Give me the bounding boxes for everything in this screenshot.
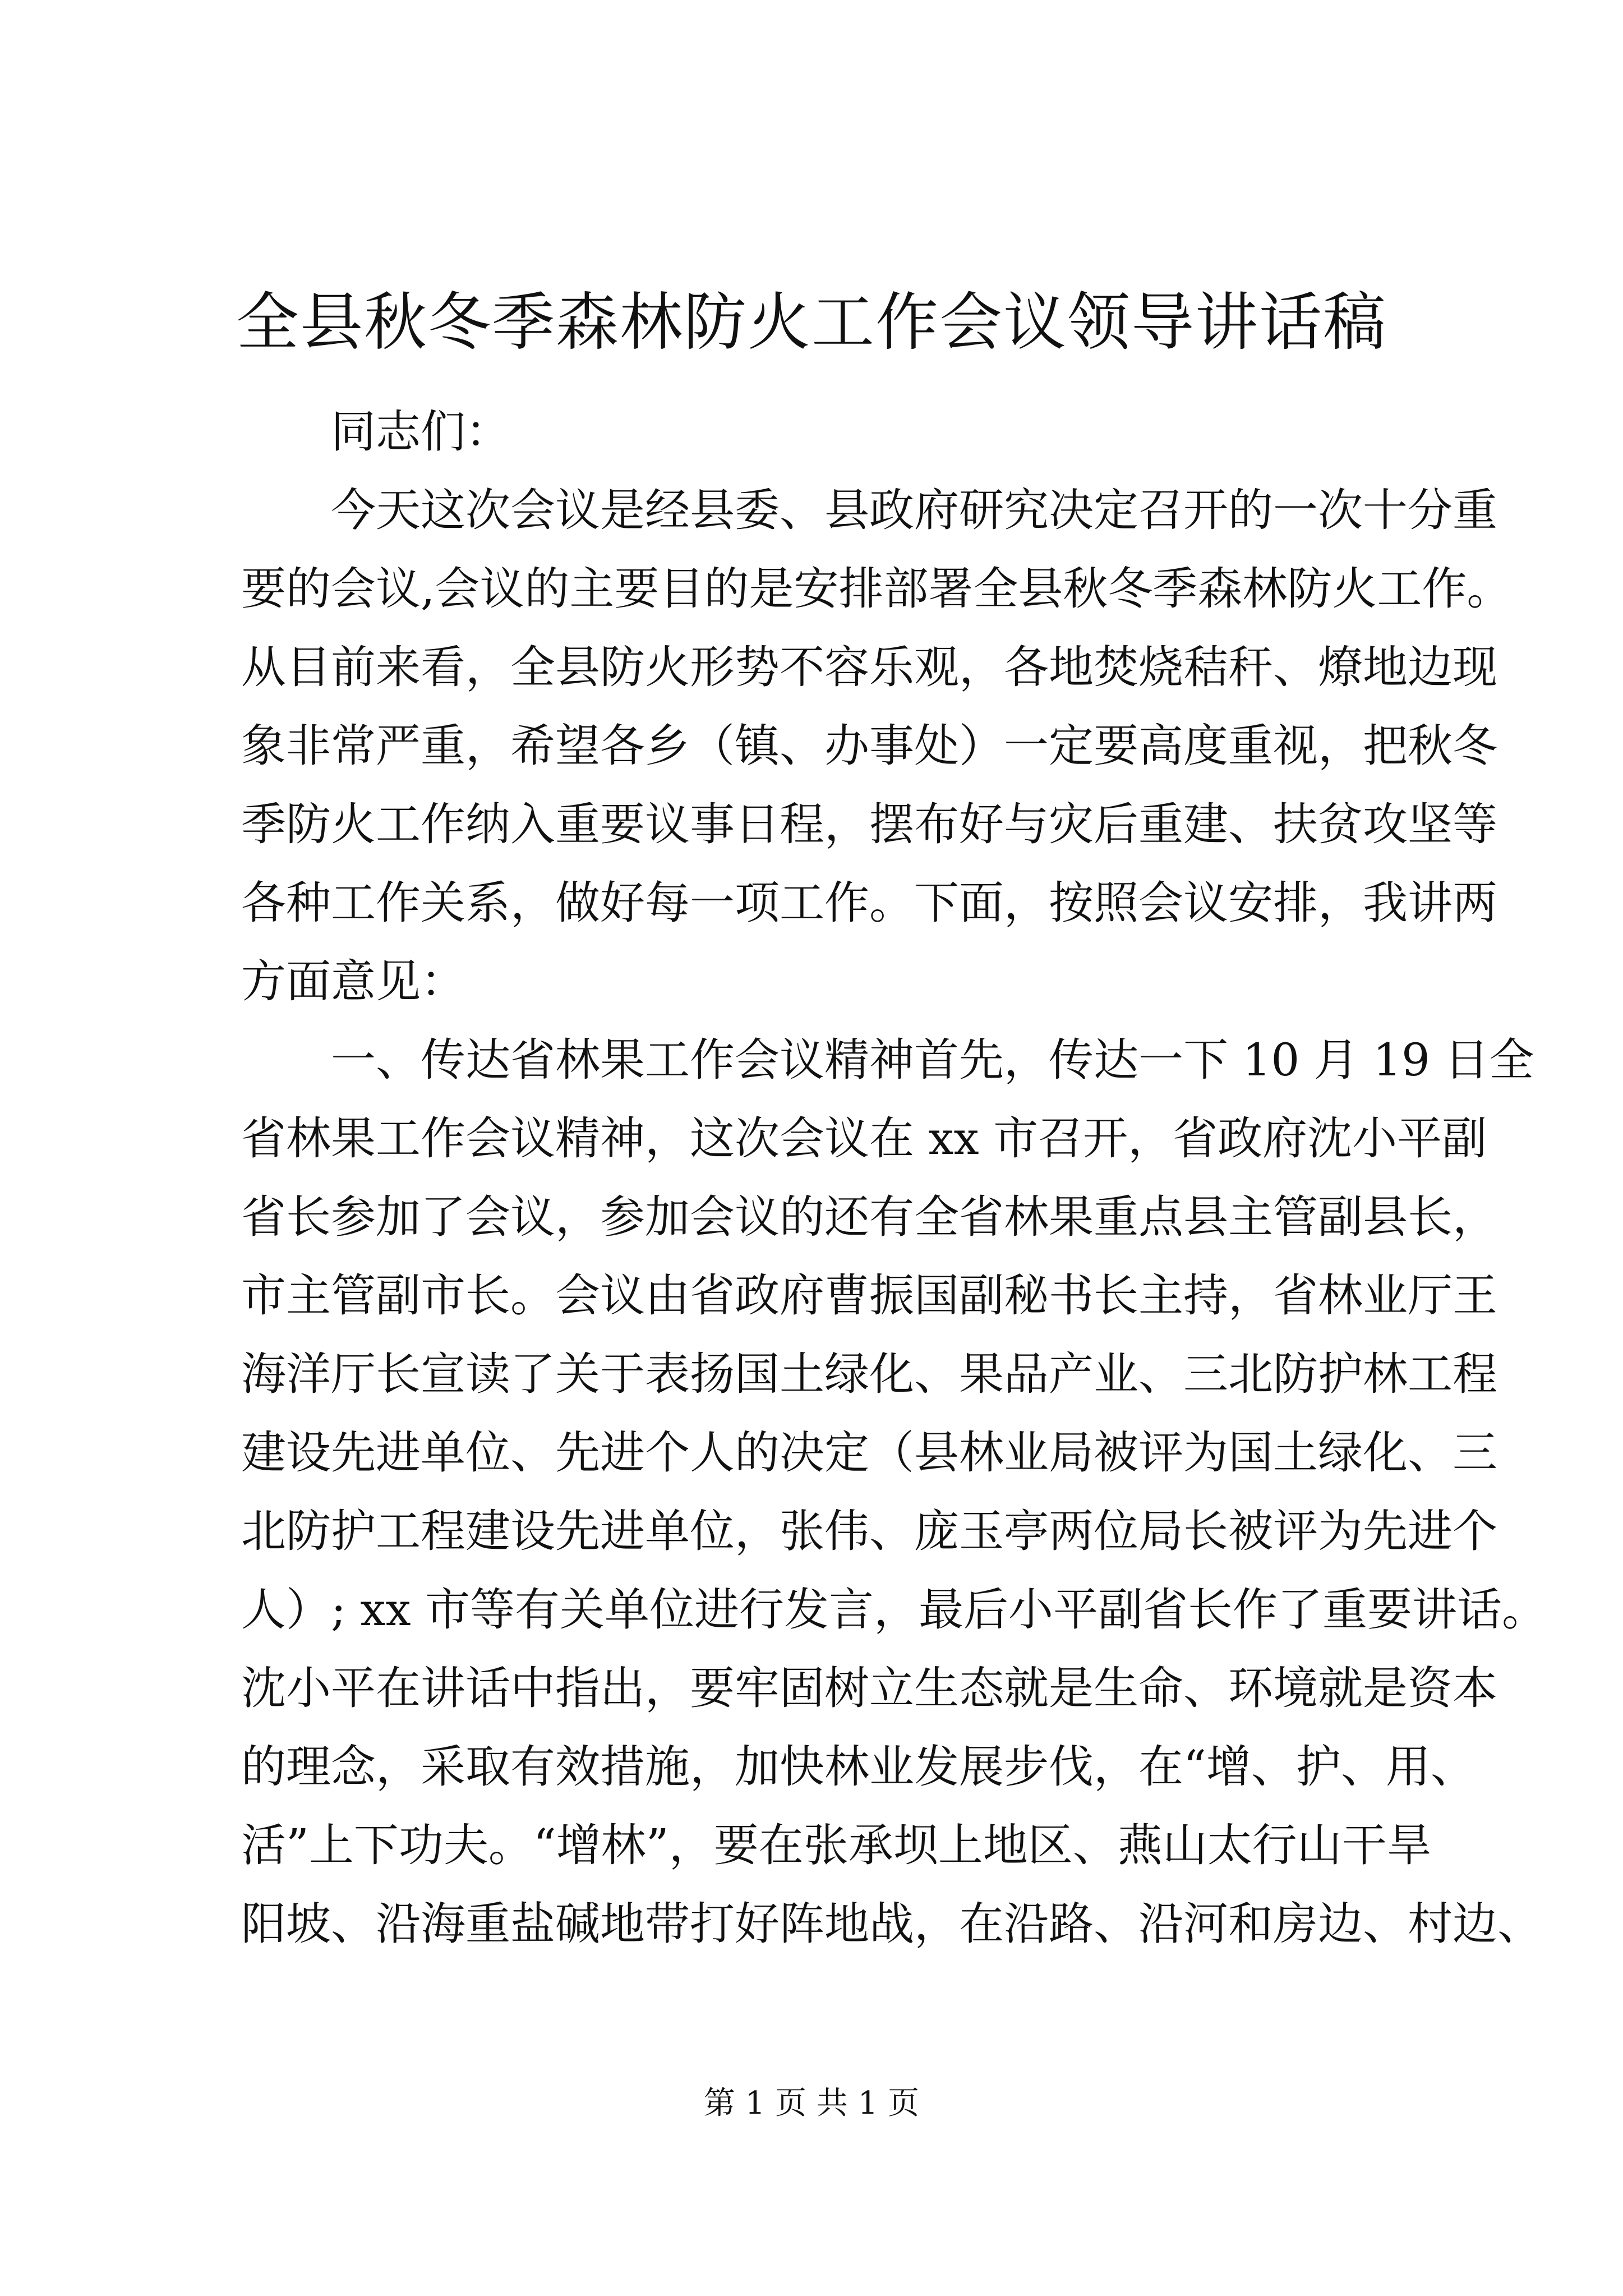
body-line: 海洋厅长宣读了关于表扬国土绿化、果品产业、三北防护林工程 — [241, 1348, 1497, 1400]
section-heading-line: 一、传达省林果工作会议精神首先，传达一下 10 月 19 日全 — [331, 1034, 1534, 1086]
page-number-footer: 第 1 页 共 1 页 — [703, 2085, 920, 2122]
body-line: 北防护工程建设先进单位，张伟、庞玉亭两位局长被评为先进个 — [241, 1505, 1497, 1557]
body-line: 省长参加了会议，参加会议的还有全省林果重点县主管副县长， — [241, 1191, 1497, 1243]
body-line: 阳坡、沿海重盐碱地带打好阵地战，在沿路、沿河和房边、村边、 — [241, 1898, 1542, 1950]
body-line: 的理念，采取有效措施，加快林业发展步伐，在“增、护、用、 — [241, 1741, 1476, 1793]
body-line: 季防火工作纳入重要议事日程，摆布好与灾后重建、扶贫攻坚等 — [241, 798, 1497, 850]
document-body — [241, 393, 1547, 1963]
body-line: 活”上下功夫。“增林”，要在张承坝上地区、燕山太行山干旱 — [241, 1819, 1432, 1871]
document-title: 全县秋冬季森林防火工作会议领导讲话稿 — [236, 286, 1387, 359]
body-line: 市主管副市长。会议由省政府曹振国副秘书长主持，省林业厅王 — [241, 1269, 1497, 1322]
body-line: 省林果工作会议精神，这次会议在 xx 市召开，省政府沈小平副 — [241, 1112, 1487, 1165]
body-line: 人）; xx 市等有关单位进行发言，最后小平副省长作了重要讲话。 — [241, 1584, 1547, 1636]
body-line: 今天这次会议是经县委、县政府研究决定召开的一次十分重 — [331, 484, 1497, 536]
body-line: 从目前来看，全县防火形势不容乐观，各地焚烧秸秆、燎地边现 — [241, 641, 1497, 693]
body-line: 各种工作关系，做好每一项工作。下面，按照会议安排，我讲两 — [241, 877, 1497, 929]
body-line: 建设先进单位、先进个人的决定（县林业局被评为国土绿化、三 — [241, 1427, 1497, 1479]
body-line: 方面意见： — [241, 955, 465, 1007]
body-line: 象非常严重，希望各乡（镇、办事处）一定要高度重视，把秋冬 — [241, 720, 1497, 772]
body-line: 沈小平在讲话中指出，要牢固树立生态就是生命、环境就是资本 — [241, 1662, 1497, 1714]
salutation-line: 同志们： — [331, 406, 510, 458]
body-line: 要的会议,会议的主要目的是安排部署全县秋冬季森林防火工作。 — [241, 563, 1512, 615]
